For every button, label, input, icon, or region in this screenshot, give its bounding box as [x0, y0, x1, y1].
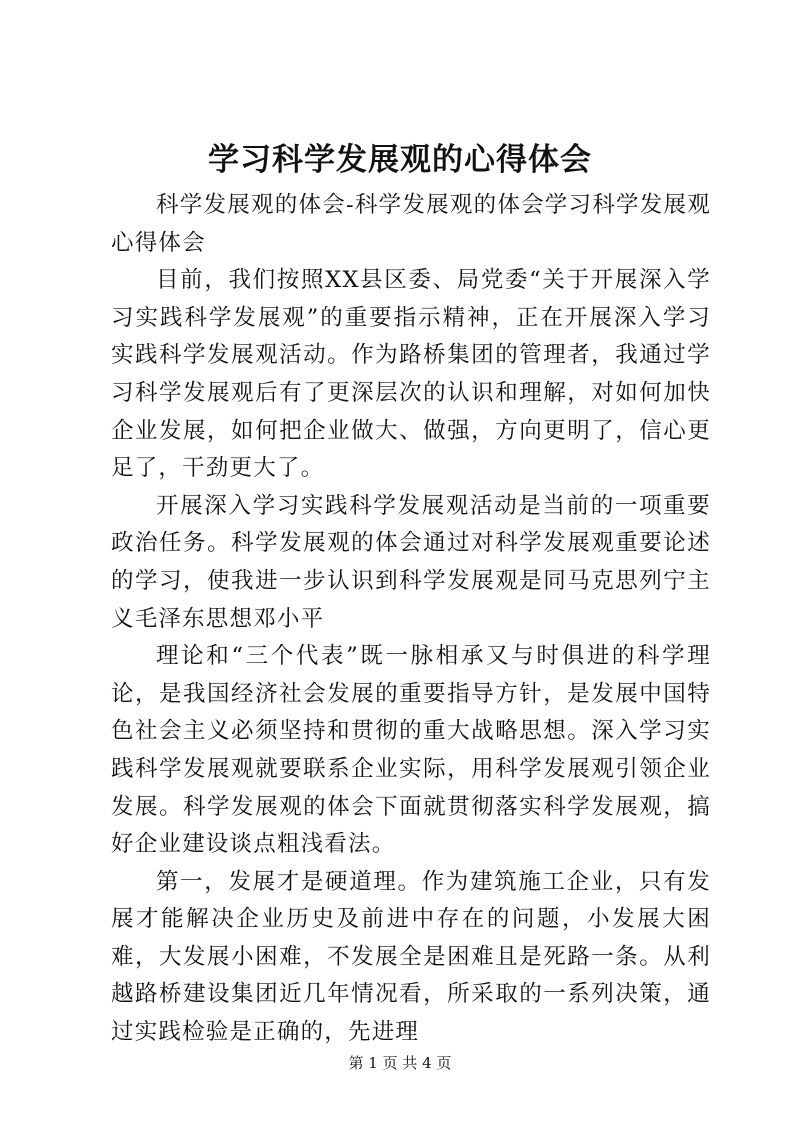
page-number-footer: 第 1 页 共 4 页 — [348, 1054, 452, 1072]
document-title: 学习科学发展观的心得体会 — [208, 142, 592, 178]
paragraph-2: 目前，我们按照XX县区委、局党委“关于开展深入学习实践科学发展观”的重要指示精神，正在开展深入学习实践科学发展观活动。作为路桥集团的管理者，我通过学习科学发展观后有了更深层次的认识和理解，对如何加快企业发展，如何把企业做大、做强，方向更明了，信心更足了，干劲更大了。 — [111, 267, 711, 482]
paragraph-5: 第一，发展才是硬道理。作为建筑施工企业，只有发展才能解决企业历史及前进中存在的问题，小发展大困难，大发展小困难，不发展全是困难且是死路一条。从利越路桥建设集团近几年情况看，所采取的一系列决策，通过实践检验是正确的，先进理 — [111, 868, 711, 1046]
paragraph-4: 理论和“三个代表”既一脉相承又与时俱进的科学理论，是我国经济社会发展的重要指导方针，是发展中国特色社会主义必须坚持和贯彻的重大战略思想。深入学习实践科学发展观就要联系企业实际，用科学发展观引领企业发展。科学发展观的体会下面就贯彻落实科学发展观，搞好企业建设谈点粗浅看法。 — [111, 643, 711, 858]
paragraph-3: 开展深入学习实践科学发展观活动是当前的一项重要政治任务。科学发展观的体会通过对科学发展观重要论述的学习，使我进一步认识到科学发展观是同马克思列宁主义毛泽东思想邓小平 — [111, 492, 711, 632]
paragraph-1: 科学发展观的体会-科学发展观的体会学习科学发展观心得体会 — [111, 192, 711, 256]
document-body — [111, 187, 711, 1052]
